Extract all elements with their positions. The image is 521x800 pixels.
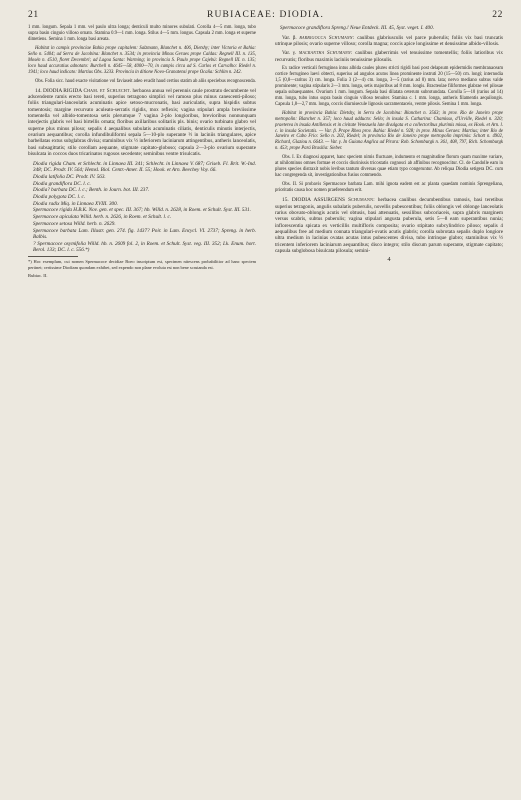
variety-beta-name: barbigocca Schumann: xyxy=(299,34,355,41)
species-15-author: Schumann: xyxy=(348,197,375,204)
description-paragraph: Ex radice verticali ferruginea intus albida caules plures stricti rigidi basi post delapsum epidermidis membranaceam cortice ferrugineo laevi obtecti, superius ad angulos acutos linea prominente instruti 20 (15—50) cm. longi; internodia 1,5 (0,8—raritus 3) cm. longa. Folia 3 (2—4) cm. longa, 3—5 (rarius ad 8) mm. lata; nervo mediano subtus valde prominente; vagina stipularis 2—3 mm. longa, setis majoribus ad 8 mm. longis. Bracteolae filiformes glabrae vel pilosae sepala subaequantes. Ovarium 1 mm. longum. Sepala basi dilatata ceterum subrotundata. Corolla 5—10 (rarius ad 14) mm. longa, tubo intus supra basin cinguio villoso tenuiter. Stamina c. 1 mm. longa, antheris filamentis aequilongis. Capsula 1,8—2,7 mm. longa, coccis diurnisecule lignosis sacramentaceis, ventre pilosis. Semina 1 mm. longa. xyxy=(275,66,503,107)
footnote: *) Hoc exemplum, cui nomen Spermacoce decidiae Boeo inscriptum est, specimen nitescens probabilitior ad hanc speciem pertinet; certissime Diodiam quondam exhibet, sed expendo non plane evoluta est non bene scrutanda est. xyxy=(28,259,256,270)
species-14-entry xyxy=(28,88,256,158)
variety-beta-text: caulibus glabriusculis vel parce puberulis; foliis vix basi truncatis utrinque pilosis; ovario superne villoso; corolla magna; coccis apice longissime et densissime albido-villosis. xyxy=(275,34,503,47)
synonym-item: Diodia? barbata DC. l. c.; Benth. in Journ. bot. III. 237. xyxy=(33,187,150,194)
left-page-number: 21 xyxy=(28,10,39,20)
synonym-item: Spermacoce setosa Willd. herb. n. 2629. xyxy=(33,220,116,227)
synonym-item: Diodia polygota DC. l. c. xyxy=(33,193,86,200)
species-15-name: DIODIA ASSURGENS xyxy=(291,197,345,204)
species-14-name: DIODIA RIGIDA xyxy=(43,87,83,94)
species-15-diagnosis: herbacea caulibus decumbentibus ramosis, basi teretibus superius tetragonis, angulis subalatis puberulis, novellis pubescentibus; foliis oblongis vel oblonge lanceolatis rarius obovato-oblongis acutis vel obtusis, basi attenuatis, sessilibus subcoriaceis, supra glabris marginem versus scabris, subtus puberulis; vagina stipulari angusta puberula, setis 5—8 eam superantibus nunia; inflorescentia spicata ex verticillis multifloris composita; ovario stipitato subcylindrico piloso; sepalis 4 aequalibus free ad medium connata triangulari-ovatis acutis glabris; corolla subrotata sepalis duplo longiore ultra medium in lacinias ovatas acutas intus pubescentes divisa, tubo intrinque glabro; staminibus vix ½ tricentem inferiorem laciniarum aequantibus; disco integro; stilo discum parum superante, stigmate capitato; capsula subglobosa bisulcata pilosula; semini- xyxy=(275,197,504,254)
species-14-number: 14. xyxy=(35,87,42,94)
observation-1: Obs. I. Ex diagnosi apparet, hanc speciem nimis fluctuare, indumento et magnitudine florum quam maxime variare, at nihilominus omnes formae et coccis diurinissis tricostatis cognosci ab affinibus recognoscitur. Cl. de Candolle eam in plures species distraxit nobis levibus tantum diversas quae etiam typo congeruntur. Ab reliqua Diodia setigera DC. cum hac congregenda sit, investigationibus fusius commendo. xyxy=(275,155,503,179)
synonym-item: Spermacoce apiculata Willd. herb. n. 2626, in Roem. et Schult. l. c. xyxy=(33,214,172,221)
species-15-number: 15. xyxy=(282,197,289,204)
synonym-item: Spermacoce rigida H.B.K. Nov. gen. et spec. III. 367; hb. Willd. n. 2628, in Roem. et Schult. Syst. III. 531. xyxy=(33,207,251,214)
synonym-item: Diodia radix Miq. in Linnaea XVIII. 300. xyxy=(33,200,118,207)
running-title: RUBIACEAE: DIODIA. xyxy=(206,10,325,20)
synonym-item: Diodia grandiflora DC. l. c. xyxy=(33,180,91,187)
synonym-item: Diodia rigida Cham. et Schlecht. in Linnaea III. 341; Schlecht. in Linnaea V. 687; Griseb. Fl. Brit. W.-Ind. 348; DC. Prodr. IV. 564; Hemsl. Biol. Centr.-Amer. II. 55; Hook. et Arn. Beechey Voy. 66. xyxy=(33,160,256,174)
variety-gamma-name: macrantha Schumann: xyxy=(298,50,353,57)
variety-gamma-label: Var. γ. xyxy=(282,50,297,57)
running-header xyxy=(28,10,503,20)
left-column xyxy=(28,25,256,280)
observation-paragraph: Obs. Folia sicc. haud exacte visitatione vol faviaseit adeo evadit haud certius statim ab aliis speciebus recognoscenda. xyxy=(35,78,256,84)
right-page-number: 22 xyxy=(492,10,503,20)
synonym-item: ? Spermacoce oxymifolia Willd. hb. n. 2609 fol. 2, in Roem. et Schult. Syst. veg. III. 352; Lk. Enum. hort. Berol. 133; DC. l. c. 556.*) xyxy=(33,240,256,254)
habitat-paragraph: Habitat in provincia Bahia: Dietshy, in Serra de Jacobina: Blanchet n. 3563; in prov. Rio de Janeiro prope metropolin: Blanchet n. 357; loco haud adducto: Sello; in insula S. Catharina: Chamisso, d'Urville, Riedel n. 320; praeterea in insula Antillensis et in civitate Venezuela late divulgata et a collectoribus plurimis missa, ex Hook. et Arn. l. c. in insula Societatis. — Var. β. Prope Rhea prov. Bahia: Riedel n. 928; in prov. Minas Geraes: Martius; inter Rio de Janeiro et Cabo Frio: Sello n. 202, Riedel; in provincia Rio de Janeiro prope metropolin imprimis: Schott n. 4902, Richard, Glaziou n. 6643. — Var. γ. In Guiana Anglica ad Pirara: Rob. Schomburgk n. 361, 408, 797, Rich. Schomburgk n. 453; prope Pará Brasilia: Sieber. xyxy=(275,110,503,152)
right-column xyxy=(275,25,503,280)
species-14-diagnosis: herbacea annua vel perennis caule prostrato decumbente vel adscendente ramis erecto basi tereti, superius tetragono simplici vel ramoso plus minus canescenti-piloso; foliis triangulari-lanceolatis acuminatis apice setoso-mucronatis, basi auriculatis, supra hispidis subtus tomentosis; margine recurvato aculeato-serratis rigidis, mox reflexis; vagina stipulari ampla breviissime tomentella vel albido-tomentosa setis plerumque 7 vagina 2-plo longioribus, brevioribus nonnunquam interjectis glabris vel basi birtellis ornata; floribus axillaribus solitariis pls. binis; ovario turbinato glabro vel superne plus minus piloso; sepalis 4 aequalibus subulatis acuminatis ciliatis, denticulis minutis interjectis, ovarium aequantibus; corolla infundibuliformi sepala 5—10-plo superante ½ in laciniis triangulares, apice barbellatas extus subglabras divisa; staminibus vix ½ inferiorem laciniarum attingentibus, antheris lanceolatis, basi subsagittatis; stilo corollam aequante, stigmate capitato-globoso; capsula 2—3-plo ovarium superante bisulcata in coccos duos tricarinatos rugosos secedente; seminibus ventre trisulcatis. xyxy=(28,87,256,158)
variety-beta xyxy=(275,35,503,48)
signature-mark: Rubiac. II. xyxy=(28,273,48,279)
observation-2: Obs. II. Si probavis Spermacoce barbata Lam. mihi ignota eadem est ac planta quaedam nominis Sprengeliana, prioritatis causa hoc nomen praeferendum erit. xyxy=(275,182,503,194)
footnote-rule xyxy=(28,256,78,257)
synonym-list xyxy=(28,161,256,254)
synonym-item: Spermacoce barbata Lam. Illustr. gen. 274. fig. 1437? Poir. in Lam. Encycl. VI. 2737; Spreng. in herb. Balbis. xyxy=(33,227,256,240)
variety-gamma-text: caulibus glaberrimis vel tenuissime tomentellis; foliis latioribus vix recurvatis; floribus maximis laciniis tenuissime pilosulis. xyxy=(275,50,503,63)
synonym-top: Spermacoce grandiflora Spreng.! Neue Entdeck. III. 45, Syst. veget. I. 400. xyxy=(280,25,434,31)
habitat-paragraph: Habitat in campis provinciae Bahia prope capitalem: Salzmann, Blanchet n. 406, Dietshy; inter Victoria et Bahia: Sello n. 5404; ad Serra de Jacobina: Blanchet n. 3534; in provincia Minas Geraes prope Caldas: Regnell III. n. 135, Mosén n. 4510, floret Decembri; ad Lagoa Santa: Warming; in provincia S. Paulo prope Cajebú: Regnell III. n. 135; loco haud accuratius adnotato: Burchell n. 4645—58, 4000—70, in campis circa ad S. Carlos et Carvalho: Riedel n. 1941; loco haud indicato: Martius Obs. 3233. Provincia in ditione Novo-Granatensi prope Ocaña: Schlim n. 242. xyxy=(28,45,256,75)
variety-gamma xyxy=(275,50,503,63)
page-number: 4 xyxy=(387,256,391,264)
species-14-author: Cham. et Schlecht. xyxy=(83,87,132,94)
variety-beta-label: Var. β. xyxy=(282,34,297,41)
species-15-entry xyxy=(275,197,503,254)
description-continuation: 1 mm. longum. Sepala 1 mm. vel paulo ultra longa; denticuli multo minores subulati. Corolla 4—5 mm. longa, tubo supra basin cinguio villoso ornato. Stamina 0.9—1 mm. longa. Stilus 4—5 mm. longus. Capsula 2 mm. longa et superne dimetiens. Semina 1 mm. longa basi areata. xyxy=(28,25,256,42)
text-columns xyxy=(28,25,503,280)
synonym-item: Diodia latifolia DC. Prodr. IV. 563. xyxy=(33,173,106,180)
